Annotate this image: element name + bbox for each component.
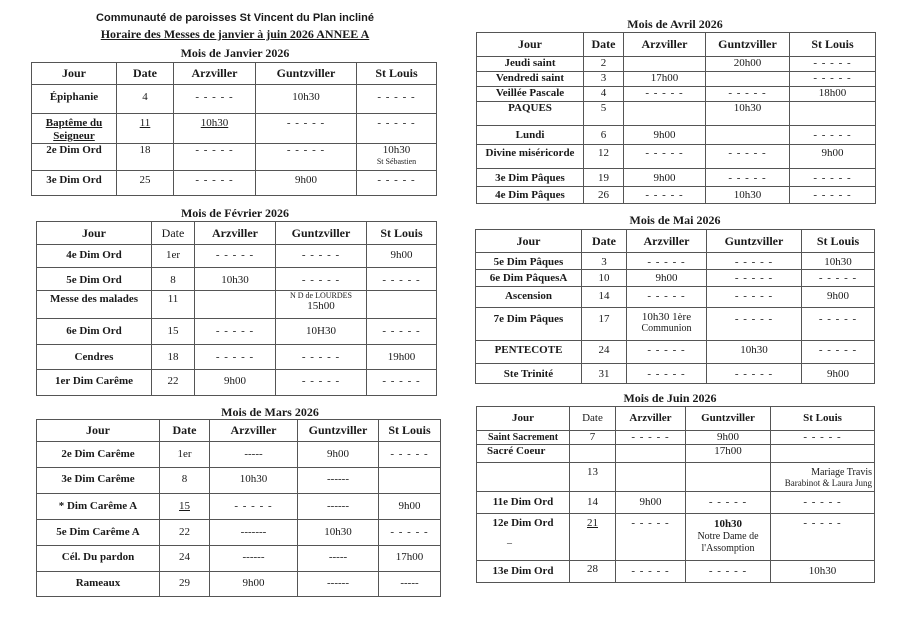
table-may xyxy=(475,229,875,384)
cell-arzviller xyxy=(624,102,706,126)
cell-guntzviller: 10h30 xyxy=(256,85,357,114)
cell-arzviller xyxy=(624,57,706,72)
cell-jour: 5e Dim Ord xyxy=(37,268,152,291)
cell-time: 15h00 xyxy=(307,300,335,312)
cell-guntzviller: 10h30 xyxy=(706,187,790,204)
cell-date: 28 xyxy=(570,561,616,583)
cell-st-louis xyxy=(771,445,875,463)
header-date: Date xyxy=(582,230,627,253)
header-guntzviller: Guntzviller xyxy=(276,222,367,245)
cell-jour: Baptême du Seigneur xyxy=(32,114,117,144)
table-row xyxy=(477,492,875,514)
cell-jour: Sacré Coeur xyxy=(477,445,570,463)
table-row xyxy=(37,572,441,597)
header-arzviller: Arzviller xyxy=(195,222,276,245)
table-row xyxy=(37,291,437,319)
table-row xyxy=(477,561,875,583)
cell-jour: 6e Dim Ord xyxy=(37,319,152,345)
cell-date: 24 xyxy=(160,546,210,572)
cell-st-louis: - - - - - xyxy=(357,114,437,144)
cell-arzviller: 17h00 xyxy=(624,72,706,87)
cell-date: 13 xyxy=(570,463,616,492)
table-row xyxy=(477,145,876,169)
header-jour: Jour xyxy=(477,407,570,431)
table-row xyxy=(476,341,875,364)
cell-arzviller: 9h00 xyxy=(616,492,686,514)
table-row xyxy=(37,468,441,494)
cell-arzviller: - - - - - xyxy=(616,514,686,561)
table-row xyxy=(477,514,875,561)
table-row xyxy=(32,144,437,171)
header-arzviller: Arzviller xyxy=(616,407,686,431)
cell-guntzviller: 10h30 xyxy=(707,341,802,364)
cell-st-louis: 9h00 xyxy=(379,494,441,520)
cell-guntzviller: ------ xyxy=(298,494,379,520)
cell-date: 24 xyxy=(582,341,627,364)
table-row xyxy=(477,445,875,463)
cell-guntzviller: 9h00 xyxy=(686,431,771,445)
cell-note: Communion xyxy=(641,323,692,334)
table-row xyxy=(476,287,875,308)
cell-guntzviller: - - - - - xyxy=(276,370,367,396)
cell-date: 8 xyxy=(160,468,210,494)
cell-jour: Jeudi saint xyxy=(477,57,584,72)
cell-guntzviller: - - - - - xyxy=(686,561,771,583)
cell-date: 25 xyxy=(117,171,174,196)
header-st-louis: St Louis xyxy=(379,420,441,442)
cell-guntzviller: 9h00 xyxy=(256,171,357,196)
cell-st-louis: - - - - - xyxy=(790,72,876,87)
cell-guntzviller: - - - - - xyxy=(706,145,790,169)
cell-arzviller: - - - - - xyxy=(627,253,707,270)
cell-arzviller: 9h00 xyxy=(624,169,706,187)
cell-jour: Lundi xyxy=(477,126,584,145)
table-row xyxy=(477,431,875,445)
header-arzviller: Arzviller xyxy=(210,420,298,442)
cell-st-louis: - - - - - xyxy=(357,85,437,114)
cell-jour: Vendredi saint xyxy=(477,72,584,87)
cell-jour xyxy=(477,514,570,561)
table-header-row xyxy=(476,230,875,253)
month-title-may: Mois de Mai 2026 xyxy=(629,213,721,227)
cell-st-louis: - - - - - xyxy=(771,431,875,445)
table-row xyxy=(37,345,437,370)
cell-guntzviller: 17h00 xyxy=(686,445,771,463)
cell-arzviller: 9h00 xyxy=(210,572,298,597)
cell-st-louis: - - - - - xyxy=(367,370,437,396)
cell-jour: 1er Dim Carême xyxy=(37,370,152,396)
cell-jour: Messe des malades xyxy=(37,291,152,319)
cell-arzviller: - - - - - xyxy=(174,85,256,114)
header-guntzviller: Guntzviller xyxy=(256,63,357,85)
table-row xyxy=(477,463,875,492)
header-guntzviller: Guntzviller xyxy=(686,407,771,431)
cell-jour: 2e Dim Ord xyxy=(32,144,117,171)
cell-jour: Veillée Pascale xyxy=(477,87,584,102)
cell-st-louis: - - - - - xyxy=(379,520,441,546)
header-jour: Jour xyxy=(477,33,584,57)
cell-date: 5 xyxy=(584,102,624,126)
cell-date: 7 xyxy=(570,431,616,445)
table-row xyxy=(37,370,437,396)
cell-arzviller: - - - - - xyxy=(624,145,706,169)
cell-guntzviller: - - - - - xyxy=(707,308,802,341)
cell-arzviller: ------ xyxy=(210,546,298,572)
header-jour: Jour xyxy=(32,63,117,85)
cell-time: 10h30 xyxy=(382,144,411,156)
cell-date: 1er xyxy=(160,442,210,468)
schedule-title: Horaire des Messes de janvier à juin 2026 ANNEE A xyxy=(100,27,370,41)
cell-date: 14 xyxy=(570,492,616,514)
cell-note: N D de LOURDES xyxy=(290,291,352,300)
month-title-april: Mois de Avril 2026 xyxy=(627,17,723,31)
cell-st-louis: ----- xyxy=(379,572,441,597)
cell-date: 11 xyxy=(152,291,195,319)
header-date: Date xyxy=(570,407,616,431)
cell-guntzviller: - - - - - xyxy=(707,270,802,287)
header-st-louis: St Louis xyxy=(802,230,875,253)
cell-date: 12 xyxy=(584,145,624,169)
cell-jour: 4e Dim Pâques xyxy=(477,187,584,204)
table-row xyxy=(37,245,437,268)
cell-jour: Ste Trinité xyxy=(476,364,582,384)
cell-date: 11 xyxy=(117,114,174,144)
header-st-louis: St Louis xyxy=(367,222,437,245)
cell-arzviller: - - - - - xyxy=(174,171,256,196)
header-guntzviller: Guntzviller xyxy=(707,230,802,253)
cell-arzviller: - - - - - xyxy=(627,364,707,384)
cell-jour-label: 12e Dim Ord xyxy=(492,517,554,529)
header-date: Date xyxy=(160,420,210,442)
cell-guntzviller: 20h00 xyxy=(706,57,790,72)
cell-guntzviller: - - - - - xyxy=(276,245,367,268)
cell-st-louis: 19h00 xyxy=(367,345,437,370)
header-st-louis: St Louis xyxy=(790,33,876,57)
header-st-louis: St Louis xyxy=(357,63,437,85)
header-jour: Jour xyxy=(37,420,160,442)
cell-guntzviller: 10h30 xyxy=(706,102,790,126)
cell-arzviller xyxy=(616,445,686,463)
cell-st-louis xyxy=(357,144,437,171)
cell-arzviller: - - - - - xyxy=(624,87,706,102)
cell-st-louis: - - - - - xyxy=(771,514,875,561)
header-guntzviller: Guntzviller xyxy=(298,420,379,442)
cell-date: 1er xyxy=(152,245,195,268)
cell-guntzviller: - - - - - xyxy=(707,364,802,384)
table-row xyxy=(37,494,441,520)
cell-date: 18 xyxy=(117,144,174,171)
cell-date: 26 xyxy=(584,187,624,204)
cell-st-louis: 17h00 xyxy=(379,546,441,572)
cell-note: St Sébastien xyxy=(376,157,417,166)
cell-jour: Cendres xyxy=(37,345,152,370)
cell-guntzviller: ------ xyxy=(298,468,379,494)
cell-st-louis: - - - - - xyxy=(802,270,875,287)
cell-st-louis xyxy=(771,463,875,492)
cell-st-louis: 9h00 xyxy=(802,364,875,384)
cell-arzviller: 9h00 xyxy=(195,370,276,396)
cell-st-louis: - - - - - xyxy=(790,169,876,187)
cell-arzviller: - - - - - xyxy=(627,341,707,364)
table-row xyxy=(477,72,876,87)
cell-st-louis: - - - - - xyxy=(802,308,875,341)
cell-arzviller xyxy=(195,291,276,319)
cell-jour: Ascension xyxy=(476,287,582,308)
month-title-march: Mois de Mars 2026 xyxy=(221,405,319,419)
month-title-february: Mois de Février 2026 xyxy=(180,206,290,220)
month-title-june: Mois de Juin 2026 xyxy=(623,391,717,405)
table-row xyxy=(37,268,437,291)
cell-jour xyxy=(477,463,570,492)
table-header-row xyxy=(37,420,441,442)
table-row xyxy=(477,87,876,102)
cell-guntzviller xyxy=(686,463,771,492)
table-june xyxy=(476,406,875,583)
cell-st-louis: - - - - - xyxy=(379,442,441,468)
cell-jour: Saint Sacrement xyxy=(477,431,570,445)
cell-jour: 3e Dim Ord xyxy=(32,171,117,196)
cell-guntzviller: - - - - - xyxy=(276,345,367,370)
cell-arzviller: - - - - - xyxy=(616,561,686,583)
cell-arzviller: - - - - - xyxy=(195,345,276,370)
cell-date: 15 xyxy=(160,494,210,520)
cell-st-louis: - - - - - xyxy=(790,57,876,72)
cell-jour: 5e Dim Carême A xyxy=(37,520,160,546)
cell-arzviller: - - - - - xyxy=(627,287,707,308)
table-row xyxy=(477,126,876,145)
cell-guntzviller xyxy=(686,514,771,561)
cell-guntzviller: 10H30 xyxy=(276,319,367,345)
month-title-january: Mois de Janvier 2026 xyxy=(180,46,290,60)
cell-date: 10 xyxy=(582,270,627,287)
cell-date: 18 xyxy=(152,345,195,370)
cell-date: 3 xyxy=(584,72,624,87)
table-april xyxy=(476,32,876,204)
table-row xyxy=(37,319,437,345)
cell-date: 21 xyxy=(570,514,616,561)
header-date: Date xyxy=(584,33,624,57)
cell-st-louis: - - - - - xyxy=(357,171,437,196)
cell-time: 10h30 1ère xyxy=(641,311,692,323)
cell-guntzviller: ----- xyxy=(298,546,379,572)
table-row xyxy=(32,114,437,144)
cell-arzviller: 10h30 xyxy=(174,114,256,144)
header-jour: Jour xyxy=(37,222,152,245)
cell-guntzviller xyxy=(706,126,790,145)
table-header-row xyxy=(37,222,437,245)
table-row xyxy=(32,171,437,196)
cell-guntzviller xyxy=(276,291,367,319)
cell-jour: 2e Dim Carême xyxy=(37,442,160,468)
cell-date: 14 xyxy=(582,287,627,308)
cell-date: 4 xyxy=(584,87,624,102)
cell-jour: Rameaux xyxy=(37,572,160,597)
cell-arzviller: 10h30 xyxy=(210,468,298,494)
cell-arzviller xyxy=(616,463,686,492)
cell-arzviller xyxy=(627,308,707,341)
cell-st-louis: 9h00 xyxy=(802,287,875,308)
cell-jour: 6e Dim PâquesA xyxy=(476,270,582,287)
table-row xyxy=(37,520,441,546)
table-header-row xyxy=(477,33,876,57)
cell-jour: 3e Dim Carême xyxy=(37,468,160,494)
table-row xyxy=(476,253,875,270)
cell-date: 2 xyxy=(584,57,624,72)
cell-guntzviller: - - - - - xyxy=(256,144,357,171)
header-st-louis: St Louis xyxy=(771,407,875,431)
cell-guntzviller xyxy=(706,72,790,87)
cell-jour: Divine miséricorde xyxy=(477,145,584,169)
cell-date: 4 xyxy=(117,85,174,114)
cell-arzviller: - - - - - xyxy=(210,494,298,520)
header-date: Date xyxy=(152,222,195,245)
cell-st-louis: - - - - - xyxy=(367,319,437,345)
cell-jour: 7e Dim Pâques xyxy=(476,308,582,341)
cell-guntzviller: - - - - - xyxy=(276,268,367,291)
cell-st-louis: - - - - - xyxy=(790,126,876,145)
table-header-row xyxy=(477,407,875,431)
cell-st-louis: 9h00 xyxy=(367,245,437,268)
cell-st-louis xyxy=(367,291,437,319)
cell-date: 19 xyxy=(584,169,624,187)
cell-st-louis: - - - - - xyxy=(367,268,437,291)
cell-date: 3 xyxy=(582,253,627,270)
cell-date: 17 xyxy=(582,308,627,341)
cell-guntzviller: - - - - - xyxy=(707,287,802,308)
cell-jour: 13e Dim Ord xyxy=(477,561,570,583)
table-row xyxy=(476,364,875,384)
cell-arzviller: 9h00 xyxy=(624,126,706,145)
cell-st-louis: - - - - - xyxy=(790,187,876,204)
cell-guntzviller: 9h00 xyxy=(298,442,379,468)
cell-guntzviller: - - - - - xyxy=(256,114,357,144)
table-march xyxy=(36,419,441,597)
table-february xyxy=(36,221,437,396)
cell-arzviller: - - - - - xyxy=(195,319,276,345)
parish-org-title: Communauté de paroisses St Vincent du Plan incliné xyxy=(96,12,374,24)
table-row xyxy=(476,270,875,287)
cell-jour: 3e Dim Pâques xyxy=(477,169,584,187)
header-arzviller: Arzviller xyxy=(624,33,706,57)
cell-st-louis: 10h30 xyxy=(771,561,875,583)
cell-arzviller: 9h00 xyxy=(627,270,707,287)
cell-st-louis: - - - - - xyxy=(771,492,875,514)
table-january xyxy=(31,62,437,196)
cell-jour: Cél. Du pardon xyxy=(37,546,160,572)
cell-date: 8 xyxy=(152,268,195,291)
cell-guntzviller: - - - - - xyxy=(707,253,802,270)
cell-jour: PENTECOTE xyxy=(476,341,582,364)
table-row xyxy=(477,187,876,204)
table-row xyxy=(476,308,875,341)
cell-arzviller: - - - - - xyxy=(616,431,686,445)
table-row xyxy=(477,57,876,72)
cell-date: 15 xyxy=(152,319,195,345)
table-row xyxy=(37,546,441,572)
table-row xyxy=(32,85,437,114)
table-row xyxy=(37,442,441,468)
cell-st-louis xyxy=(790,102,876,126)
header-date: Date xyxy=(117,63,174,85)
cell-guntzviller: - - - - - xyxy=(706,169,790,187)
cell-jour: 4e Dim Ord xyxy=(37,245,152,268)
cell-note: Mariage Travis xyxy=(811,467,872,478)
cell-jour: PAQUES xyxy=(477,102,584,126)
cell-guntzviller: - - - - - xyxy=(686,492,771,514)
cell-note: Notre Dame de xyxy=(697,531,759,542)
cell-arzviller: ------- xyxy=(210,520,298,546)
cell-st-louis xyxy=(379,468,441,494)
cell-date: 22 xyxy=(160,520,210,546)
cell-jour: Épiphanie xyxy=(32,85,117,114)
table-row xyxy=(477,102,876,126)
cell-date xyxy=(570,445,616,463)
cell-guntzviller: ------ xyxy=(298,572,379,597)
cell-date: 6 xyxy=(584,126,624,145)
cell-arzviller: - - - - - xyxy=(174,144,256,171)
header-guntzviller: Guntzviller xyxy=(706,33,790,57)
cell-note: – xyxy=(507,538,512,549)
cell-jour: 11e Dim Ord xyxy=(477,492,570,514)
cell-date: 31 xyxy=(582,364,627,384)
cell-note: l'Assomption xyxy=(701,543,755,554)
cell-arzviller: 10h30 xyxy=(195,268,276,291)
cell-date: 29 xyxy=(160,572,210,597)
cell-guntzviller: - - - - - xyxy=(706,87,790,102)
header-arzviller: Arzviller xyxy=(627,230,707,253)
cell-st-louis: 10h30 xyxy=(802,253,875,270)
cell-note: Barabinot & Laura Jung xyxy=(784,478,872,488)
cell-arzviller: - - - - - xyxy=(195,245,276,268)
cell-arzviller: - - - - - xyxy=(624,187,706,204)
cell-jour: 5e Dim Pâques xyxy=(476,253,582,270)
cell-st-louis: - - - - - xyxy=(802,341,875,364)
table-row xyxy=(477,169,876,187)
cell-date: 22 xyxy=(152,370,195,396)
cell-st-louis: 18h00 xyxy=(790,87,876,102)
cell-arzviller: ----- xyxy=(210,442,298,468)
table-header-row xyxy=(32,63,437,85)
cell-st-louis: 9h00 xyxy=(790,145,876,169)
cell-jour: * Dim Carême A xyxy=(37,494,160,520)
header-jour: Jour xyxy=(476,230,582,253)
header-arzviller: Arzviller xyxy=(174,63,256,85)
cell-time: 10h30 xyxy=(713,518,743,530)
cell-guntzviller: 10h30 xyxy=(298,520,379,546)
